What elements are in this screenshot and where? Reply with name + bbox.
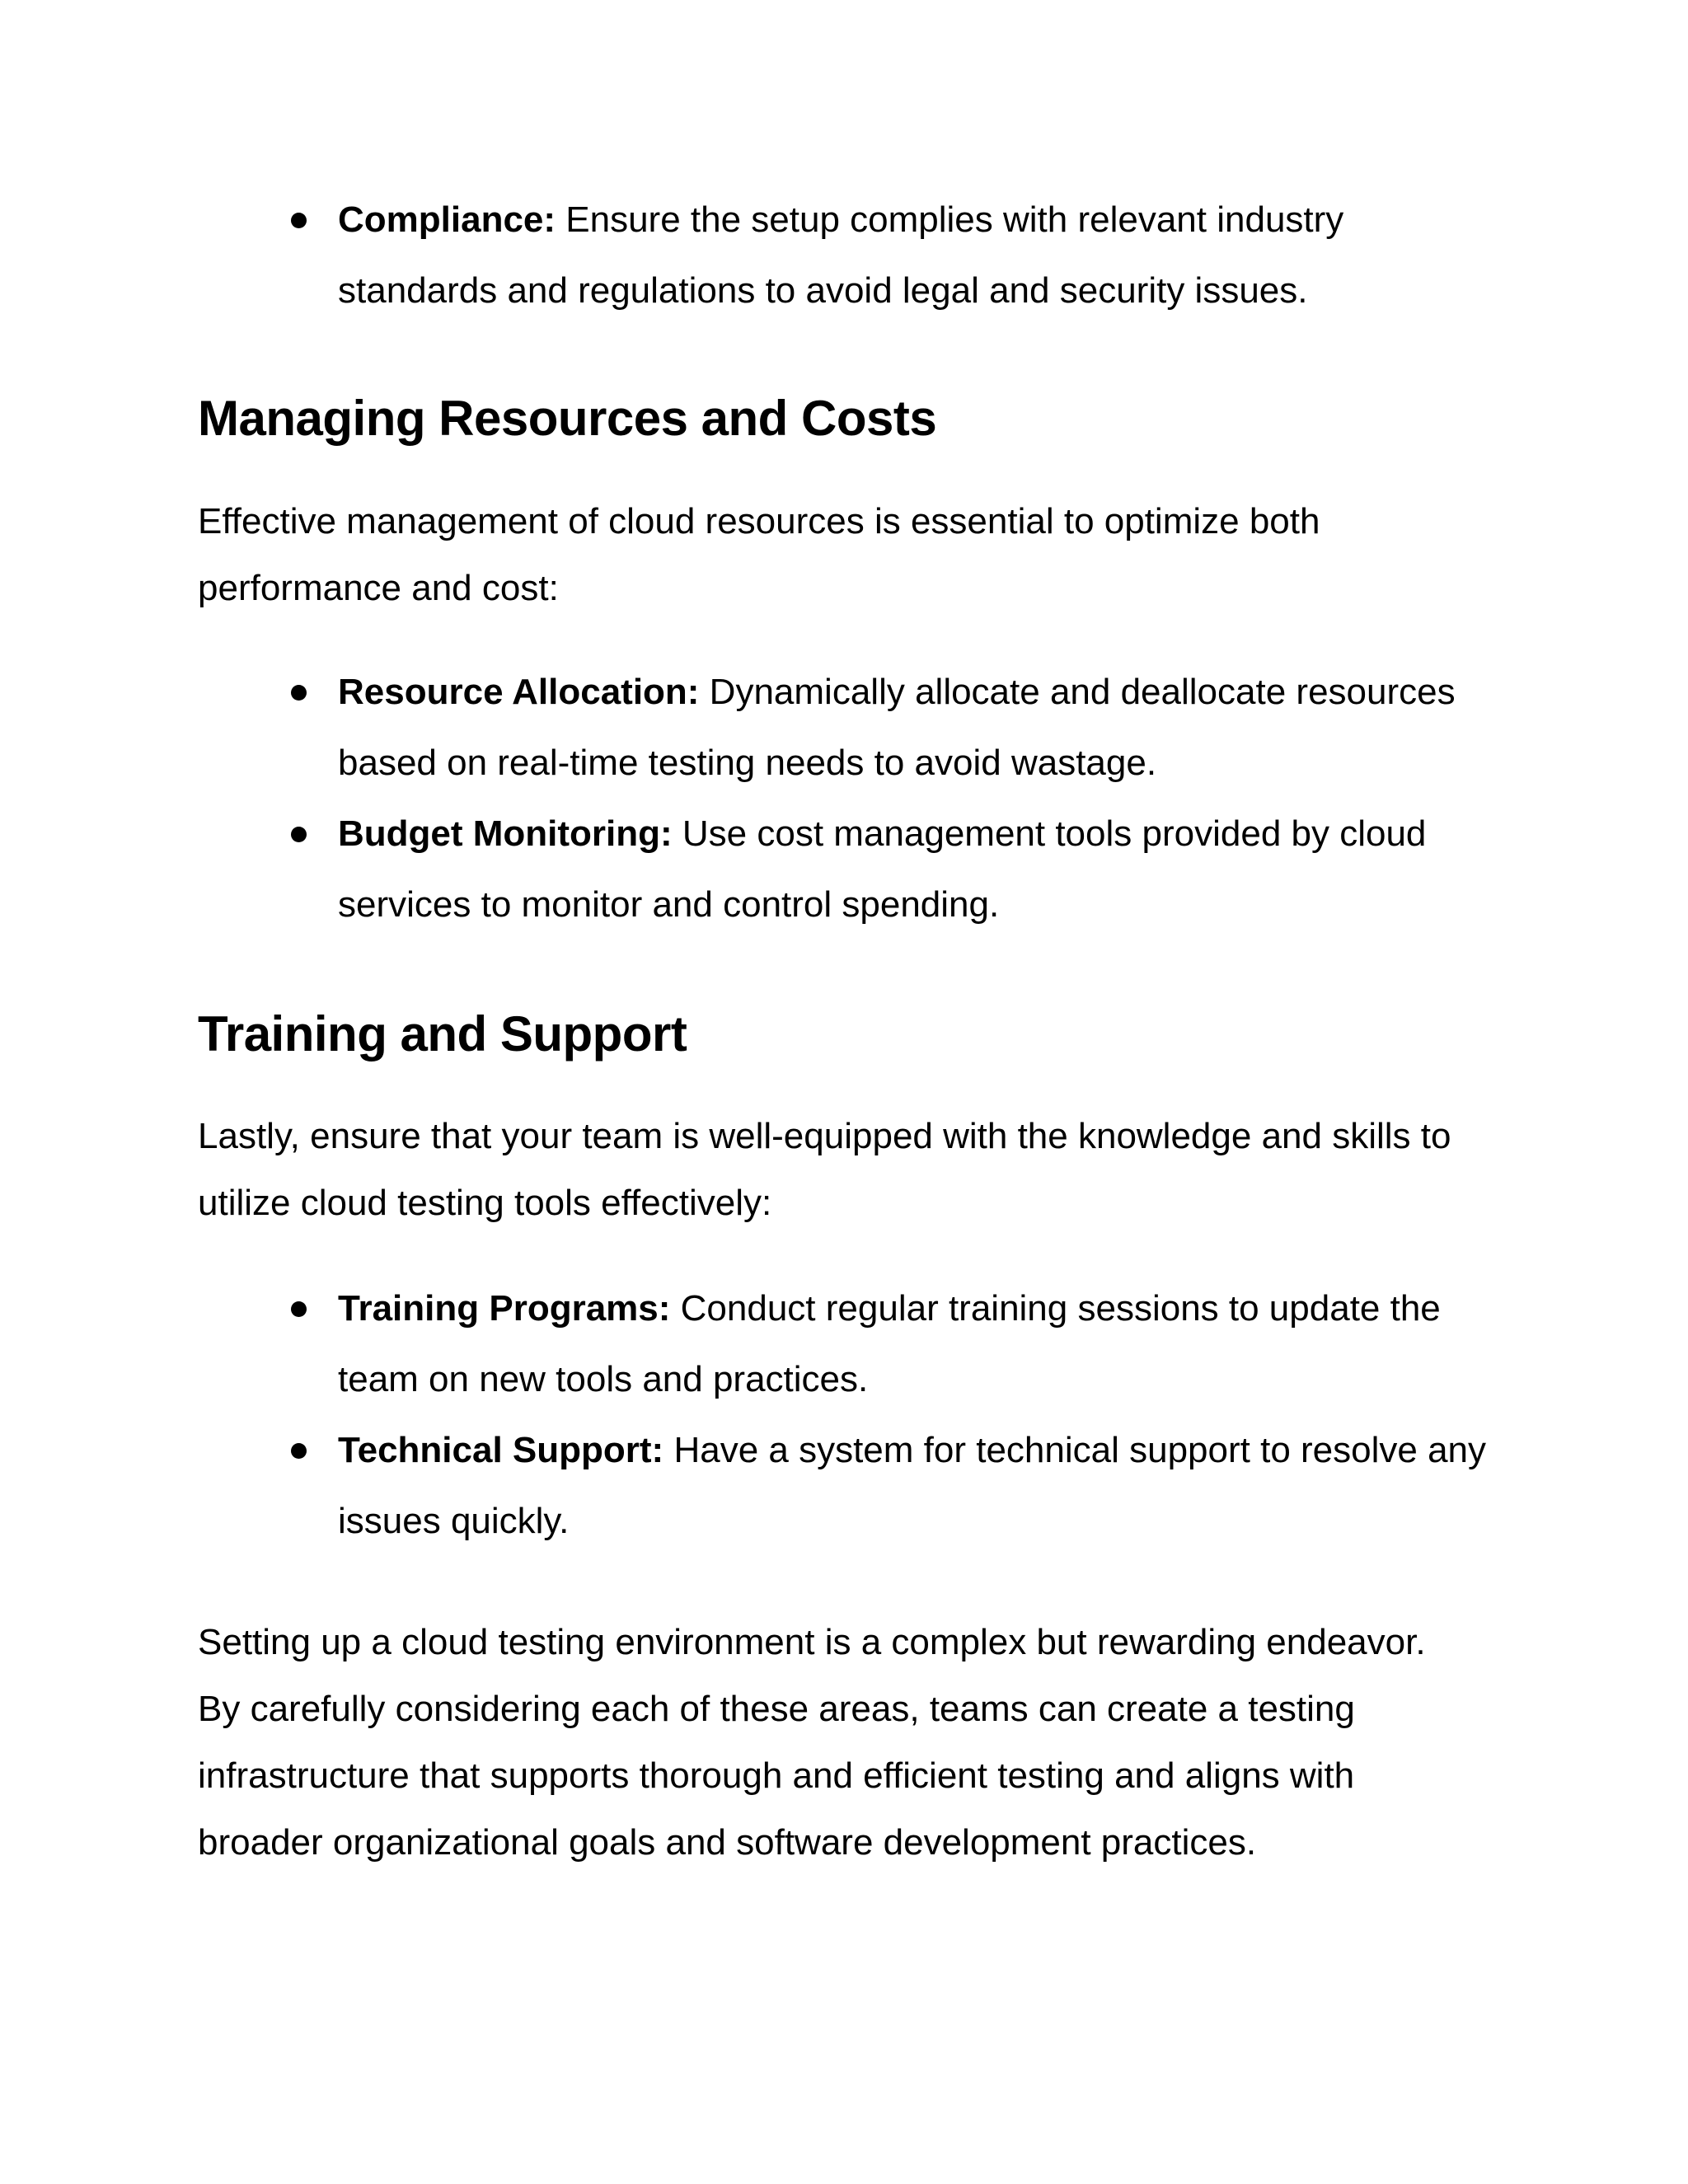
list-item — [198, 657, 1500, 799]
list-item-term: Compliance: — [338, 199, 556, 240]
training-intro-paragraph: Lastly, ensure that your team is well-equipped with the knowledge and skills to utilize cloud testing tools effectively: — [198, 1116, 1451, 1223]
bullet-icon — [291, 1443, 307, 1459]
bullet-icon — [291, 213, 307, 228]
list-item — [198, 185, 1434, 326]
list-item-term: Training Programs: — [338, 1288, 671, 1329]
list-item-text: Dynamically allocate and deallocate resources based on real-time testing needs to avoid wastage. — [338, 672, 1456, 783]
bullet-icon — [291, 685, 307, 701]
resources-intro-paragraph: Effective management of cloud resources is essential to optimize both performance and cost: — [198, 501, 1320, 608]
resources-list-block — [198, 657, 1500, 940]
compliance-list — [198, 185, 1434, 326]
list-item-term: Budget Monitoring: — [338, 813, 673, 854]
list-item — [198, 1415, 1500, 1557]
bullet-icon — [291, 1301, 307, 1317]
bullet-icon — [291, 827, 307, 842]
conclusion-paragraph: Setting up a cloud testing environment is a complex but rewarding endeavor. By carefully considering each of these areas, teams can create a testing infrastructure that supports thorough and efficient testing and aligns with broader organizational goals and software development practices. — [198, 1622, 1426, 1863]
list-item-term: Resource Allocation: — [338, 672, 700, 712]
training-list — [198, 1273, 1500, 1557]
compliance-list-block — [198, 185, 1434, 326]
list-item-text: Have a system for technical support to resolve any issues quickly. — [338, 1430, 1487, 1541]
list-item — [198, 799, 1500, 940]
list-item-text: Conduct regular training sessions to update the team on new tools and practices. — [338, 1288, 1441, 1399]
section-heading-resources: Managing Resources and Costs — [198, 391, 937, 446]
resources-list — [198, 657, 1500, 940]
list-item — [198, 1273, 1500, 1415]
list-item-text: Use cost management tools provided by cloud services to monitor and control spending. — [338, 813, 1427, 925]
list-item-term: Technical Support: — [338, 1430, 664, 1470]
section-heading-training: Training and Support — [198, 1006, 687, 1062]
training-list-block — [198, 1273, 1500, 1557]
list-item-text: Ensure the setup complies with relevant industry standards and regulations to avoid legal and security issues. — [338, 199, 1344, 311]
